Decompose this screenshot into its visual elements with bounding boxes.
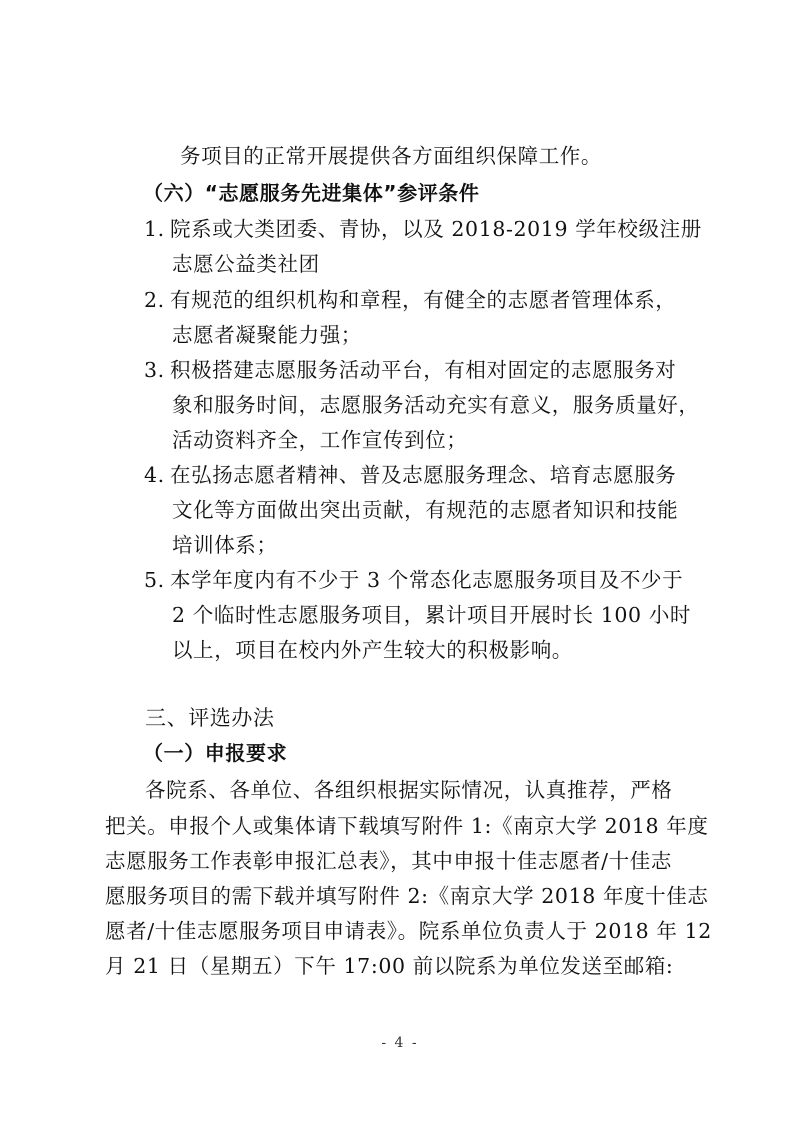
list-item-number: 4. bbox=[144, 463, 165, 487]
list-item-text: 以上，项目在校内外产生较大的积极影响。 bbox=[172, 638, 573, 662]
list-item-text: 培训体系； bbox=[172, 533, 278, 557]
list-item-1 bbox=[144, 219, 702, 240]
list-item-text: 活动资料齐全，工作宣传到位； bbox=[172, 428, 468, 452]
list-item-4 bbox=[144, 465, 676, 486]
section-6-heading: （六）“志愿服务先进集体”参评条件 bbox=[143, 181, 480, 205]
section-3-heading: 三、评选办法 bbox=[145, 706, 275, 730]
list-item-number: 5. bbox=[144, 568, 165, 592]
list-item-text: 文化等方面做出突出贡献，有规范的志愿者知识和技能 bbox=[172, 498, 679, 522]
list-item-number: 2. bbox=[144, 288, 165, 312]
list-item-text: 院系或大类团委、青协，以及 2018-2019 学年校级注册 bbox=[170, 217, 702, 241]
list-item-5 bbox=[144, 570, 683, 591]
list-item-text: 象和服务时间，志愿服务活动充实有意义，服务质量好， bbox=[172, 393, 700, 417]
list-item-text: 在弘扬志愿者精神、普及志愿服务理念、培育志愿服务 bbox=[170, 463, 677, 487]
list-item-text: 本学年度内有不少于 3 个常态化志愿服务项目及不少于 bbox=[170, 568, 684, 592]
subsection-1-heading: （一）申报要求 bbox=[143, 741, 288, 765]
paragraph-line: 愿者/十佳志愿服务项目申请表》。院系单位负责人于 2018 年 12 bbox=[105, 919, 712, 943]
list-item-3 bbox=[144, 360, 676, 381]
list-item-number: 3. bbox=[144, 358, 165, 382]
paragraph-line: 愿服务项目的需下载并填写附件 2:《南京大学 2018 年度十佳志 bbox=[105, 884, 709, 908]
page-number: - 4 - bbox=[381, 1035, 419, 1051]
paragraph-line: 把关。申报个人或集体请下载填写附件 1:《南京大学 2018 年度 bbox=[105, 814, 709, 838]
list-item-2 bbox=[144, 290, 676, 311]
paragraph-line: 月 21 日（星期五）下午 17:00 前以院系为单位发送至邮箱: bbox=[105, 954, 674, 978]
continuation-line: 务项目的正常开展提供各方面组织保障工作。 bbox=[180, 144, 602, 168]
paragraph-line: 各院系、各单位、各组织根据实际情况，认真推荐，严格 bbox=[145, 778, 673, 802]
list-item-number: 1. bbox=[144, 217, 165, 241]
list-item-text: 2 个临时性志愿服务项目，累计项目开展时长 100 小时 bbox=[172, 603, 692, 627]
list-item-text: 志愿者凝聚能力强； bbox=[172, 323, 362, 347]
list-item-text: 积极搭建志愿服务活动平台，有相对固定的志愿服务对 bbox=[170, 358, 677, 382]
list-item-text: 有规范的组织机构和章程，有健全的志愿者管理体系， bbox=[170, 288, 677, 312]
list-item-text: 志愿公益类社团 bbox=[172, 252, 320, 276]
paragraph-line: 志愿服务工作表彰申报汇总表》，其中申报十佳志愿者/十佳志 bbox=[105, 849, 672, 873]
